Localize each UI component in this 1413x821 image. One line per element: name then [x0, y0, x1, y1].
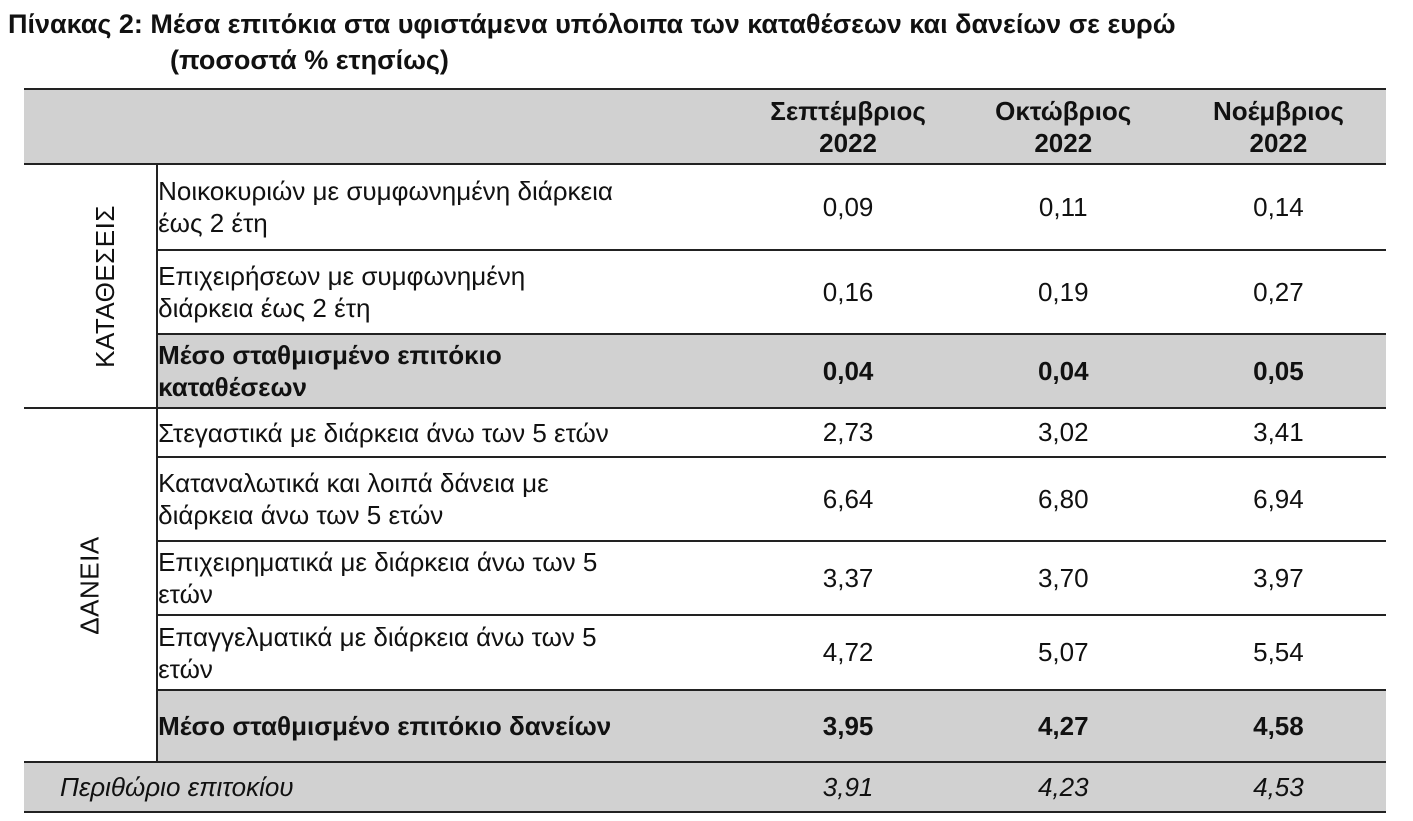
value-cell: 0,27 — [1171, 250, 1386, 334]
value-cell: 4,53 — [1171, 762, 1386, 812]
row-label-line2: έως 2 έτη — [158, 208, 268, 238]
row-label-line1: Επαγγελματικά με διάρκεια άνω των 5 — [158, 621, 597, 652]
row-label-line1: Επιχειρήσεων με συμφωνημένη — [158, 261, 526, 291]
value-cell: 3,37 — [741, 541, 956, 615]
value-cell: 3,97 — [1171, 541, 1386, 615]
row-label — [157, 541, 740, 615]
column-header-november — [1171, 89, 1386, 164]
column-header-month: Σεπτέμβριος — [770, 95, 926, 126]
value-cell: 0,04 — [956, 334, 1171, 408]
table-row — [24, 164, 1386, 250]
value-cell: 0,11 — [956, 164, 1171, 250]
average-row-loans — [24, 690, 1386, 762]
value-cell: 6,64 — [741, 457, 956, 541]
interest-margin-label: Περιθώριο επιτοκίου — [24, 762, 741, 812]
value-cell: 2,73 — [741, 408, 956, 457]
group-label-text: ΔΑΝΕΙΑ — [74, 535, 105, 635]
table-row — [24, 615, 1386, 690]
table-title-line1: Πίνακας 2: Μέσα επιτόκια στα υφιστάμενα υπόλοιπα των καταθέσεων και δανείων σε ευρώ — [8, 9, 1176, 39]
value-cell: 0,16 — [741, 250, 956, 334]
row-label-line2: διάρκεια άνω των 5 ετών — [158, 500, 444, 530]
group-label-loans — [24, 408, 157, 762]
row-label — [157, 250, 740, 334]
value-cell: 0,09 — [741, 164, 956, 250]
group-label-deposits — [24, 164, 157, 408]
column-header-october — [956, 89, 1171, 164]
row-label — [157, 457, 740, 541]
average-row-deposits — [24, 334, 1386, 408]
column-header-month: Νοέμβριος — [1212, 95, 1344, 126]
value-cell: 3,70 — [956, 541, 1171, 615]
row-label-line1: Στεγαστικά με διάρκεια άνω των 5 ετών — [158, 417, 609, 448]
row-label-line2: ετών — [158, 579, 213, 609]
value-cell: 5,07 — [956, 615, 1171, 690]
header-row — [24, 89, 1386, 164]
value-cell: 3,41 — [1171, 408, 1386, 457]
row-label — [157, 334, 740, 408]
row-label — [157, 615, 740, 690]
row-label-line2: ετών — [158, 653, 213, 684]
column-header-september — [741, 89, 956, 164]
column-header-year: 2022 — [1249, 127, 1308, 158]
table-title-line2: (ποσοστά % ετησίως) — [170, 45, 449, 75]
row-label — [157, 690, 740, 762]
value-cell: 3,95 — [741, 690, 956, 762]
value-cell: 5,54 — [1171, 615, 1386, 690]
value-cell: 6,94 — [1171, 457, 1386, 541]
row-label-line1: Επιχειρηματικά με διάρκεια άνω των 5 — [158, 547, 598, 577]
value-cell: 6,80 — [956, 457, 1171, 541]
table-row — [24, 541, 1386, 615]
value-cell: 3,02 — [956, 408, 1171, 457]
value-cell: 4,58 — [1171, 690, 1386, 762]
header-empty-cell — [24, 89, 741, 164]
value-cell: 4,72 — [741, 615, 956, 690]
value-cell: 4,23 — [956, 762, 1171, 812]
value-cell: 0,14 — [1171, 164, 1386, 250]
row-label-line1: Μέσο σταθμισμένο επιτόκιο — [158, 340, 502, 370]
value-cell: 0,05 — [1171, 334, 1386, 408]
row-label-line1: Νοικοκυριών με συμφωνημένη διάρκεια — [158, 176, 613, 206]
value-cell: 4,27 — [956, 690, 1171, 762]
column-header-month: Οκτώβριος — [995, 95, 1132, 126]
value-cell: 3,91 — [741, 762, 956, 812]
row-label — [157, 164, 740, 250]
row-label-line2: καταθέσεων — [158, 372, 307, 402]
value-cell: 0,19 — [956, 250, 1171, 334]
column-header-year: 2022 — [1034, 127, 1093, 158]
table-row — [24, 408, 1386, 457]
interest-rates-table — [24, 88, 1386, 813]
value-cell: 0,04 — [741, 334, 956, 408]
row-label-line1: Καταναλωτικά και λοιπά δάνεια με — [158, 468, 549, 498]
table-row — [24, 457, 1386, 541]
group-label-text: ΚΑΤΑΘΕΣΕΙΣ — [89, 204, 120, 368]
row-label-line2: διάρκεια έως 2 έτη — [158, 293, 371, 323]
row-label-line1: Μέσο σταθμισμένο επιτόκιο δανείων — [158, 711, 612, 741]
table-title — [8, 6, 1176, 78]
table-row — [24, 250, 1386, 334]
column-header-year: 2022 — [819, 127, 878, 158]
row-label — [157, 408, 740, 457]
interest-margin-row — [24, 762, 1386, 812]
